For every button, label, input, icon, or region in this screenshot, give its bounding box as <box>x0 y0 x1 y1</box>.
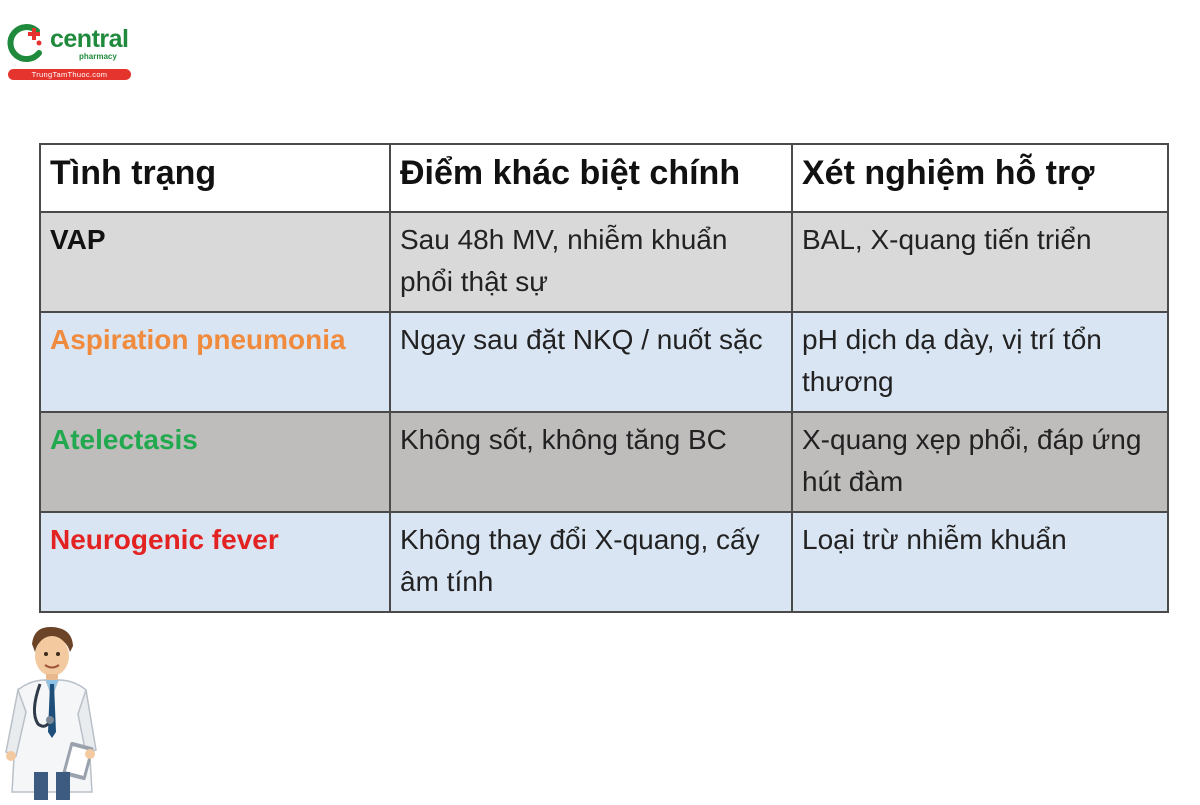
tests-cell: Loại trừ nhiễm khuẩn <box>792 512 1168 612</box>
condition-cell: Aspiration pneumonia <box>40 312 390 412</box>
difference-cell: Ngay sau đặt NKQ / nuốt sặc <box>390 312 792 412</box>
logo-mark-icon <box>6 22 50 66</box>
comparison-table <box>39 143 1169 613</box>
central-pharmacy-logo <box>6 22 131 84</box>
condition-cell: Neurogenic fever <box>40 512 390 612</box>
difference-cell: Không thay đổi X-quang, cấy âm tính <box>390 512 792 612</box>
difference-cell: Sau 48h MV, nhiễm khuẩn phổi thật sự <box>390 212 792 312</box>
logo-url-text: TrungTamThuoc.com <box>8 69 131 80</box>
table-row <box>40 212 1168 312</box>
header-condition: Tình trạng <box>40 144 390 212</box>
logo-sub-text: pharmacy <box>79 52 117 61</box>
table-row <box>40 312 1168 412</box>
table-row <box>40 512 1168 612</box>
tests-cell: BAL, X-quang tiến triển <box>792 212 1168 312</box>
tests-cell: X-quang xẹp phổi, đáp ứng hút đàm <box>792 412 1168 512</box>
header-difference: Điểm khác biệt chính <box>390 144 792 212</box>
condition-cell: Atelectasis <box>40 412 390 512</box>
header-tests: Xét nghiệm hỗ trợ <box>792 144 1168 212</box>
logo-brand-text: central <box>50 25 129 53</box>
doctor-illustration-icon <box>0 622 104 800</box>
table-row <box>40 412 1168 512</box>
condition-cell: VAP <box>40 212 390 312</box>
difference-cell: Không sốt, không tăng BC <box>390 412 792 512</box>
table-header-row <box>40 144 1168 212</box>
tests-cell: pH dịch dạ dày, vị trí tổn thương <box>792 312 1168 412</box>
